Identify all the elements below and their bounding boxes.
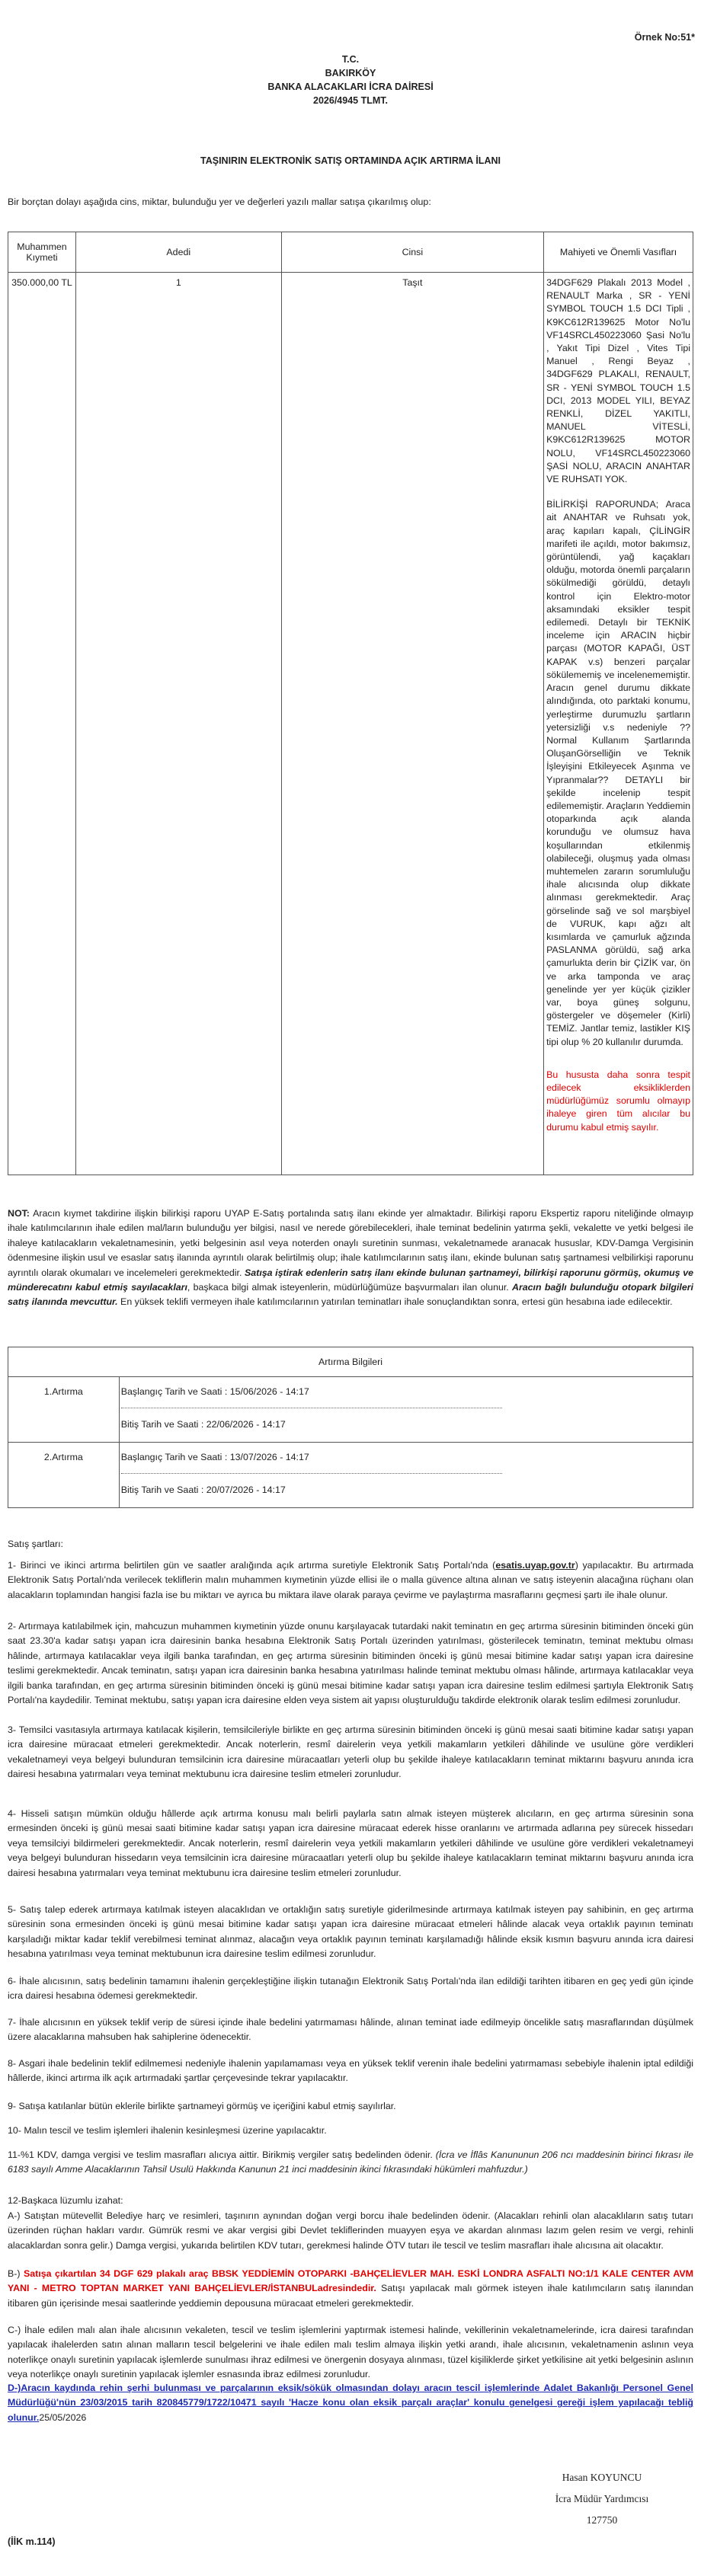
auction-start: Başlangıç Tarih ve Saati : 15/06/2026 - 14:17 [120, 1386, 309, 1397]
auction-title: Artırma Bilgileri [8, 1347, 693, 1377]
term-11 [8, 2148, 693, 2178]
term-1-text-a: 1- Birinci ve ikinci artırma belirtilen gün ve saatler aralığında açık artırma suretiyle Elektronik Satış Portalı'nda ( [8, 1560, 496, 1571]
signer-title: İcra Müdür Yardımcısı [555, 2493, 649, 2504]
document-date: 25/05/2026 [39, 2411, 87, 2423]
auction-row [8, 1443, 693, 1508]
term-11-text: 11-%1 KDV, damga vergisi ve teslim masrafları alıcıya aittir. Birikmiş vergiler satış bedelinden ödenir. [8, 2149, 436, 2160]
liability-disclaimer: Bu hususta daha sonra tespit edilecek eksikliklerden müdürlüğümüz sorumlu olmayıp ihaleye giren tüm alıcılar bu durumu kabul etmiş sayılır. [546, 1069, 690, 1133]
header-city: BAKIRKÖY [325, 68, 376, 78]
header-office: BANKA ALACAKLARI İCRA DAİRESİ [267, 81, 434, 92]
term-b [8, 2267, 693, 2311]
esatis-link[interactable]: esatis.uyap.gov.tr [495, 1560, 575, 1571]
term-1-text-b: ) yapılacaktır. Bu artırmada Elektronik Satış Portalı'nda verilecek tekliflerin malın muhammen kıymetinin yüzde ellisi ile o malla güvence altına alınan ve satış isteyenin alacağına rüçhanı olan alacakların toplamından hangisi fazla ise bu miktarı ve ayrıca bu miktara ilave olarak paraya çevirme ve paylaştırma masraflarını geçmesi şartı ile ihale olunur. [8, 1560, 694, 1600]
law-reference: (İİK m.114) [8, 2536, 56, 2547]
note-label: NOT: [8, 1208, 30, 1219]
term-a: A-) Satıştan mütevellit Belediye harç ve resimleri, taşınırın aynından doğan vergi borcu ihale bedelinden ödenir. (Alacakları rehinli olan alacaklıların satış tutarı üzerinden rüçhan hakları vardır. Gümrük resmi ve akar vergisi gibi Devlet tekliflerinden muayyen eşya ve akardan alınması lazım gelen resim ve vergi, rehinli alacaklardan sonra gelir.) Damga vergisi, yukarıda belirtilen KDV tutarı, gerekmesi halinde ÖTV tutarı ile tescil ve teslim masrafları ihale alıcısına ait olacaktır. [8, 2210, 693, 2251]
cell-adet: 1 [75, 273, 281, 1175]
note-bold-1: Satışa iştirak edenlerin satış ilanı ekinde bulunan şartnameyi, bilirkişi raporunu görmüş, okumuş ve münderecatını kabul etmiş sayılacakları [8, 1267, 693, 1293]
term-b-prefix: B-) [8, 2268, 24, 2279]
auction-row [8, 1377, 693, 1443]
term-d [8, 2381, 693, 2425]
term-6: 6- İhale alıcısının, satış bedelinin tamamını ihalenin gerçekleştiğine ilişkin tutanağın Elektronik Satış Portalı'nda ilan edildiği tarihten itibaren en geç yedi gün içinde icra dairesi hesabına ödemesi gerekmektedir. [8, 1976, 693, 2002]
signer-number: 127750 [586, 2514, 618, 2526]
note-text-2: , başkaca bilgi almak isteyenlerin, müdürlüğümüze başvurmaları ilan olunur. [187, 1282, 512, 1293]
auction-label: 1.Artırma [8, 1377, 120, 1443]
items-table-header [8, 232, 693, 273]
cell-description [544, 273, 693, 1175]
note-bold-2: Aracın bağlı bulunduğu otopark bilgileri satış ilanında mevcuttur. [8, 1282, 694, 1308]
intro-text: Bir borçtan dolayı aşağıda cins, miktar, bulunduğu yer ve değerleri yazılı mallar satışa çıkarılmış olup: [8, 197, 431, 207]
term-8: 8- Asgari ihale bedelinin teklif edilmemesi nedeniyle ihalenin yapılamaması veya en yüksek teklif verenin ihale bedelini yatırmaması sebebiyle ihalenin iptal edildiği hâllerde, ikinci artırma ilk açık artırmadaki şartlar çerçevesinde tekrar yapılacaktır. [8, 2058, 693, 2084]
cell-kiymet: 350.000,00 TL [8, 273, 76, 1175]
auction-label: 2.Artırma [8, 1443, 120, 1508]
term-11-italic: (İcra ve İflâs Kanununun 206 ncı maddesinin birinci fıkrası ile 6183 sayılı Amme Alacaklarının Tahsil Usulü Hakkında Kanunun 21 inci maddesinin ikinci fıkrasındaki hükümleri mahfuzdur.) [8, 2149, 693, 2175]
signer-name: Hasan KOYUNCU [562, 2472, 642, 2483]
note-text-3: En yüksek teklifi vermeyen ihale katılımcılarının yatırılan teminatları ihale sonuçlandıktan sonra, ertesi gün hesabına iade edilecektir. [117, 1296, 673, 1308]
page-title: TAŞINIRIN ELEKTRONİK SATIŞ ORTAMINDA AÇIK ARTIRMA İLANI [200, 155, 501, 166]
table-row [8, 273, 693, 1175]
items-table [8, 232, 693, 1175]
term-10: 10- Malın tescil ve teslim işlemleri ihalenin kesinleşmesi üzerine yapılacaktır. [8, 2125, 327, 2136]
term-1 [8, 1558, 693, 1603]
auction-table [8, 1347, 693, 1508]
auction-start: Başlangıç Tarih ve Saati : 13/07/2026 - 14:17 [120, 1452, 309, 1462]
note-text-1: Aracın kıymet takdirine ilişkin bilirkişi raporu UYAP E-Satış portalında satış ilanı ekinde yer almaktadır. Bilirkişi raporu Ekspertiz raporu niteliğinde olmayıp ihale katılımcılarının ihale edilen mal/ların bulunduğu yer bilgisi, nasıl ve nerede görebilecekleri, ihale teminat bedelinin yatırma şekli, vekalette ve yetki belgesi ile ihaleye katılacakların vekaletnamesinin, yetki belgesinin asıl veya noterden onaylı suretinin sunması, vekaletnamede aranacak hususlar, KDV-Damga Vergisinin ödenmesine ilişkin usul ve esaslar satış ilanında ayrıntılı olarak belirtilmiş olup; ihale katılımcılarının satış ilanı, ekinde bulunan satış şartnamesi velbilirkişi raporunu ayrıntılı olarak okumaları ve incelemeleri gerekmektedir. [8, 1208, 693, 1278]
term-12: 12-Başkaca lüzumlu izahat: [8, 2195, 123, 2206]
circular-notice: D-)Aracın kaydında rehin şerhi bulunması ve parçalarının eksik/sökük olmasından dolayı aracın tescil işlemlerinde Adalet Bakanlığı Personel Genel Müdürlüğü'nün 23/03/2015 tarih 820845779/1722/10471 sayılı 'Hacze konu olan eksik parçalı araçlar' konulu genelgesi gereği işlem yapılacağı tebliğ olunur. [8, 2383, 693, 2423]
header-kiymet: Muhammen Kıymeti [8, 232, 76, 273]
header-cins: Cinsi [281, 232, 543, 273]
header-mahiyet: Mahiyeti ve Önemli Vasıfları [544, 232, 693, 273]
header-adet: Adedi [75, 232, 281, 273]
header-tc: T.C. [341, 54, 360, 65]
terms-heading: Satış şartları: [8, 1539, 63, 1549]
term-5: 5- Satış talep ederek artırmaya katılmak isteyen alacaklıdan ve ortaklığın satış suretiyle giderilmesinde artırmaya katılmak isteyen pay sahibinin, en geç artırma süresinin sona ermesinden önceki iş günü mesai bitimine kadar satışı yapan icra dairesine müracaat etmeleri hâlinde alacak veya ortaklık payının teminatı karşıladığı miktar kadar teklif verebilmesi teminat alınmaz, alacağın veya ortaklık payının teminatı karşılamadığı hâlinde eksik kısmın başvuru anında icra dairesi hesabına yatırılması veya teminat mektubunun icra dairesine teslim edilmesi zorunludur. [8, 1904, 693, 1960]
sample-number: Örnek No:51* [634, 32, 695, 43]
vehicle-description: 34DGF629 Plakalı 2013 Model , RENAULT Marka , SR - YENİ SYMBOL TOUCH 1.5 DCI Tipli , K9KC612R139625 Motor No'lu VF14SRCL450223060 Şasi No'lu , Yakıt Tipi Dizel , Vites Tipi Manuel , Rengi Beyaz , 34DGF629 PLAKALI, RENAULT, SR - YENİ SYMBOL TOUCH 1.5 DCI, 2013 MODEL YILI, BEYAZ RENKLİ, DİZEL YAKITLI, MANUEL VİTESLİ, K9KC612R139625 MOTOR NOLU, VF14SRCL450223060 ŞASİ NOLU, ARACIN ANAHTAR VE RUHSATI YOK. [546, 277, 690, 485]
term-7: 7- İhale alıcısının en yüksek teklif verip de süresi içinde ihale bedelini yatırmaması hâlinde, alınan teminat iade edilmeyip öncelikle satış masraflarından düşülmek üzere alacaklarına mahsuben hak sahiplerine ödenecektir. [8, 2017, 693, 2043]
parking-address: Satışa çıkartılan 34 DGF 629 plakalı araç BBSK YEDDİEMİN OTOPARKI -BAHÇELİEVLER MAH. ESKİ LONDRA ASFALTI NO:1/1 KALE CENTER AVM YANI - METRO TOPTAN MARKET YANI BAHÇELİEVLER/İSTANBULadresindedir. [8, 2268, 693, 2294]
note-paragraph [8, 1207, 693, 1310]
term-9: 9- Satışa katılanlar bütün eklerile birlikte şartnameyi görmüş ve içeriğini kabul etmiş sayılırlar. [8, 2101, 396, 2111]
term-b-text: Satışı yapılacak malı görmek isteyen ihale katılımcıların satış ilanından itibaren gün içerisinde mesai saatlerinde yeddiemin depousuna müracaat etmeleri gerekmektedir. [8, 2283, 693, 2309]
auction-end: Bitiş Tarih ve Saati : 22/06/2026 - 14:17 [120, 1419, 286, 1430]
term-3: 3- Temsilci vasıtasıyla artırmaya katılacak kişilerin, temsilcileriyle birlikte en geç artırma süresinin bitiminden önceki iş günü mesai saati bitimine kadar satışı yapan icra dairesine müracaat etmeleri gerekmektedir. Ancak noterlerin, resmî dairelerin veya yetkili makamların yetkileri dâhilinde ve usulüne göre verdikleri vekaletnameyi veya belgeyi bulunduran temsilcinin icra dairesine müracaatları yeterli olup bu şekilde ihaleye katılacakların teminat miktarını başvuru anında icra dairesi hesabına yatırmaları veya teminat mektubunu icra dairesine teslim etmeleri zorunludur. [8, 1724, 693, 1780]
term-4: 4- Hisseli satışın mümkün olduğu hâllerde açık artırma konusu malı belirli paylarla satın almak isteyen müşterek alıcıların, en geç artırma süresinin sona ermesinden önceki iş günü mesai saati bitimine kadar satışı yapan icra dairesine müracaat ederek hisse oranlarını ve artırmada adlarına pey sürecek hissedarı veya temsilciyi bildirmeleri gerekmektedir. Ancak noterlerin, resmî dairelerin veya yetkili makamların yetkileri dâhilinde ve usulüne göre verdikleri vekaletnameyi veya belgeyi bulunduran hissedarın veya temsilcinin icra dairesine müracaatları yeterli olup bu şekilde ihaleye katılacakların teminat miktarını başvuru anında icra dairesi hesabına yatırmaları veya teminat mektubunu icra dairesine teslim etmeleri zorunludur. [8, 1808, 693, 1878]
term-c: C-) İhale edilen malı alan ihale alıcısının vekaleten, tescil ve teslim işlemlerini yaptırmak istemesi halinde, vekillerinin vekaletnamelerinde, icra dairesi tarafından yapılacak ihalelerden satın alınan malların tescil belgelerini ve ihale edilen malı teslim almaya ilişkin yetki arandı, ihale alıcısının, vekaletnamenin aslının veya noterlikçe onaylı suretinin yapılacak işlemlerde sunulması ihraz edilmesi ve önergenin dosyaya alınması, tüzel kişiliklerde şirket yetkilisine ait yetki belgesinin aslının veya noterlikçe onaylı suretinin yapılacak işlemler esnasında ibraz edilmesi zorunludur. [8, 2325, 693, 2380]
expert-report: BİLİRKİŞİ RAPORUNDA; Araca ait ANAHTAR ve Ruhsatı yok, araç kapıları kapalı, ÇİLİNGİR marifeti ile açıldı, motor bakımsız, görüntülendi, yağ kaçakları olduğu, motorda önemli parçaların sökülmediği görüldü, detaylı kontrol için Elektro-motor aksamındaki eksikler tespit edilemedi. Detaylı bir TEKNİK inceleme için ARACIN hiçbir parçası (MOTOR KAPAĞI, ÜST KAPAK v.s) benzeri parçalar sökülememiş ve incelenememiştir. Aracın genel durumu dikkate alındığında, oto parktaki konumu, yerleştirme durumuzlu şartların yetersizliği v.s nedeniyle ??Normal Kullanım Şartlarında OluşanGörselliğin ve Teknik İşleyişini Etkileyecek Aşınma ve Yıpranmalar?? DETAYLI bir şekilde incelenip tespit edilememiştir. Araçların Yeddiemin otoparkında açık alanda korunduğu ve olumsuz hava koşullarından etkilenmiş olabileceği, oluşmuş yada olması muhtemelen zararın sorumluluğu ihale alıcısında olup dikkate alınması gerekmektedir. Araç görselinde sağ ve sol marşbiyel de VURUK, kapı ağzı alt kısımlarda ve çamurluk ağzında PASLANMA görüldü, sağ arka çamurlukta derin bir ÇİZİK var, ön ve arka tamponda ve araç genelinde yer yer küçük çizikler var, boya güneş solgunu, göstergeler ve döşemeler (Kirli) TEMİZ. Jantlar temiz, lastikler KIŞ tipi olup % 20 kullanılır durumda. [546, 499, 690, 1047]
auction-end: Bitiş Tarih ve Saati : 20/07/2026 - 14:17 [120, 1485, 286, 1495]
term-2: 2- Artırmaya katılabilmek için, mahcuzun muhammen kıymetinin yüzde onunu karşılayacak tutardaki nakit teminatın en geç artırma süresinin bitiminden önceki gün saat 23.30'a kadar satışı yapan icra dairesinin banka hesabına Elektronik Satış Portalı üzerinden yatırılması, gösterilecek teminatın, teminat mektubu olması hâlinde, artırmaya katılacaklar veya ilgili banka tarafından, en geç artırma süresinin bitiminden önceki iş günü mesai bitimine kadar satışı yapan icra dairesine teslimi gerekmektedir. Ancak teminatın, satışı yapan icra dairesinin banka hesabına yatırılması halinde teminat mektubu olması hâlinde, artırmaya katılacaklar veya ilgili banka tarafından, en geç artırma süresinin bitiminden önceki iş günü mesai bitimine kadar satışı yapan icra dairesine teslim edilmesi şartıyla Elektronik Satış Portalı'na kaydedilir. Teminat mektubu, satışı yapan icra dairesine elden veya sistem ait yapısı oluşturulduğu takdirde elektronik olarak teslim edilmesi zorunludur. [8, 1621, 693, 1706]
header-file-number: 2026/4945 TLMT. [313, 95, 388, 106]
cell-cins: Taşıt [281, 273, 543, 1175]
